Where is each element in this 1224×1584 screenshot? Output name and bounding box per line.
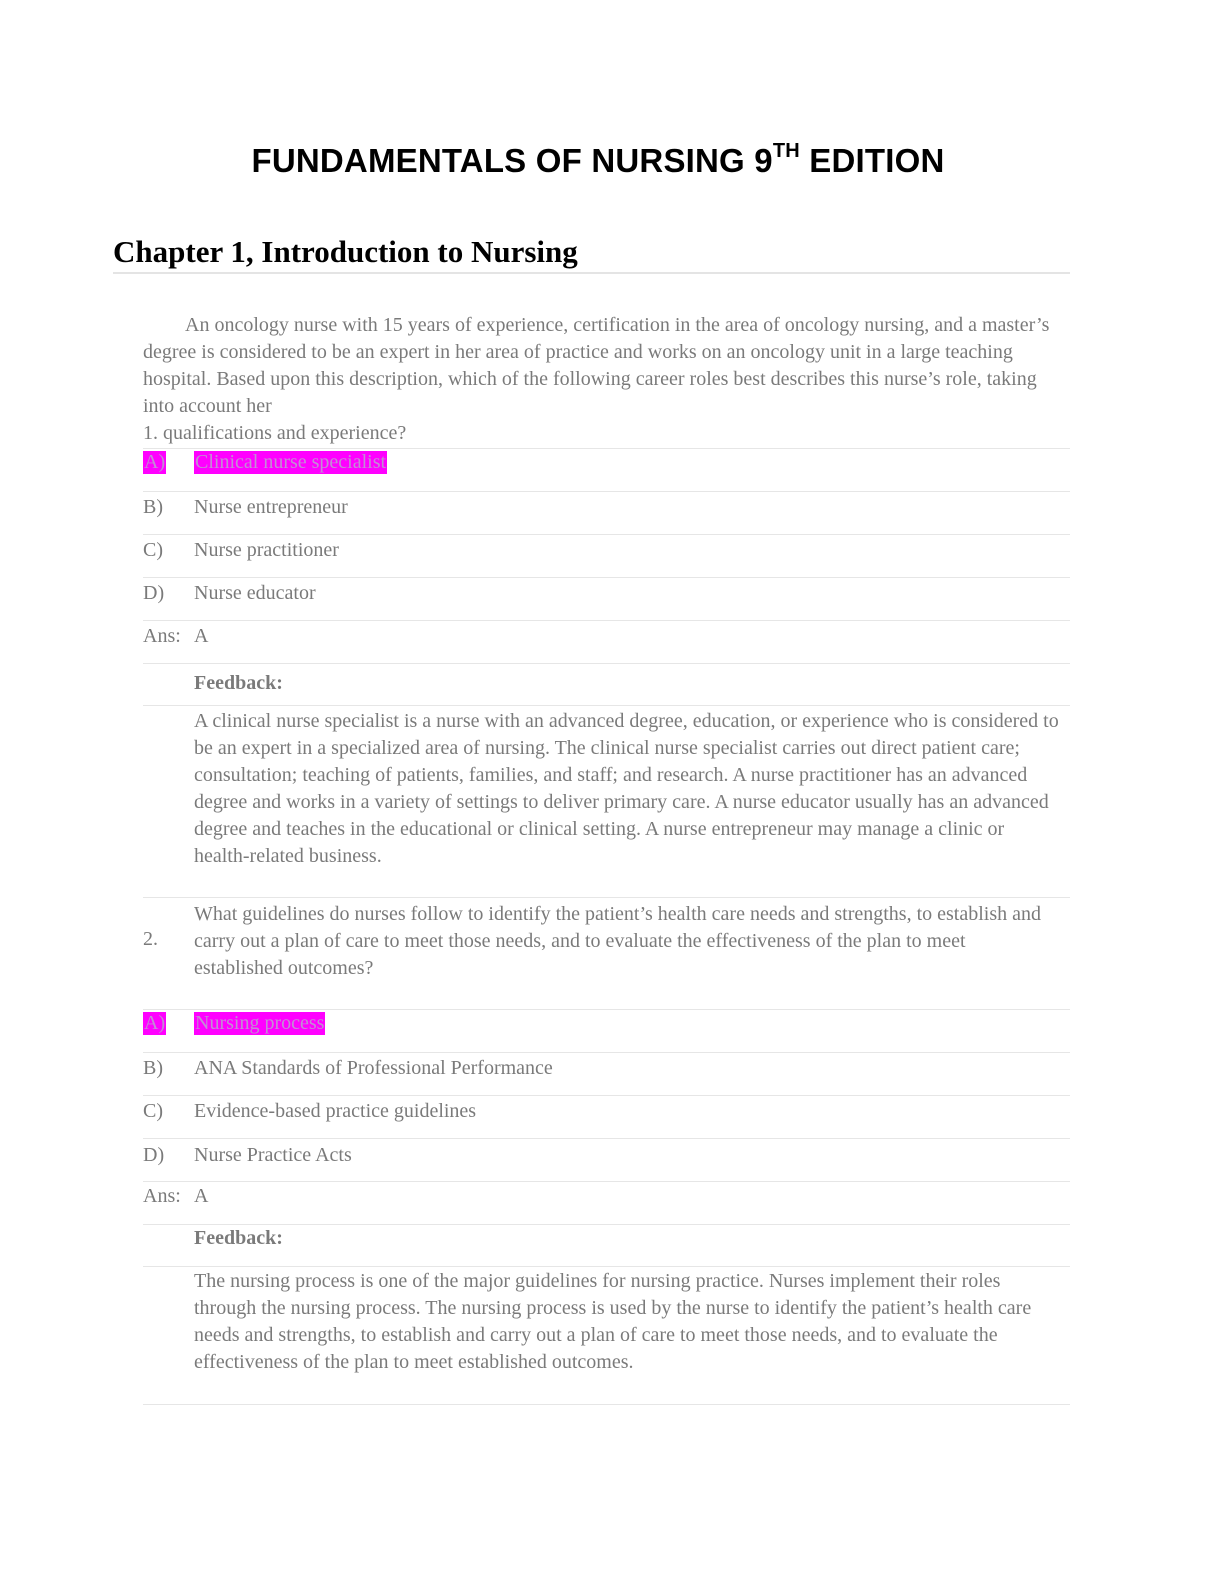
title-main: FUNDAMENTALS OF NURSING 9 bbox=[251, 142, 773, 179]
question-1-number-line: 1. qualifications and experience? bbox=[143, 422, 407, 444]
chapter-heading: Chapter 1, Introduction to Nursing bbox=[113, 234, 1070, 274]
q1-option-b[interactable] bbox=[143, 491, 1070, 534]
document-title bbox=[0, 142, 1196, 180]
option-text: Nurse educator bbox=[194, 582, 316, 604]
title-superscript: TH bbox=[772, 140, 800, 162]
q1-feedback-heading: Feedback: bbox=[194, 672, 283, 694]
option-label: A) bbox=[144, 451, 166, 473]
q2-option-c[interactable] bbox=[143, 1095, 1070, 1138]
question-2-number: 2. bbox=[143, 928, 158, 950]
option-text: Nurse entrepreneur bbox=[194, 496, 348, 518]
answer-label: Ans: bbox=[143, 1185, 181, 1207]
question-1-text: An oncology nurse with 15 years of experience, certification in the area of oncology nursing, and a master’s degree is considered to be an expert in her area of practice and works on an oncology unit in a large teaching hospital. Based upon this description, which of the following career roles best describes this nurse’s role, taking into account her bbox=[143, 314, 1050, 417]
q1-option-d[interactable] bbox=[143, 577, 1070, 620]
q2-option-d[interactable] bbox=[143, 1138, 1070, 1181]
option-text: ANA Standards of Professional Performance bbox=[194, 1057, 553, 1079]
option-label: B) bbox=[143, 1057, 163, 1079]
option-text: Nursing process bbox=[195, 1012, 325, 1034]
answer-label: Ans: bbox=[143, 625, 181, 647]
q2-option-b[interactable] bbox=[143, 1052, 1070, 1095]
q1-feedback-text: A clinical nurse specialist is a nurse with an advanced degree, education, or experience who is considered to be an expert in a specialized area of nursing. The clinical nurse specialist carries out direct patient care; consultation; teaching of patients, families, and staff; and research. A nurse practitioner has an advanced degree and works in a variety of settings to deliver primary care. A nurse educator usually has an advanced degree and teaches in the educational or clinical setting. A nurse entrepreneur may manage a clinic or health-related business. bbox=[194, 710, 1059, 867]
q2-option-a[interactable] bbox=[143, 1009, 1070, 1052]
option-label: D) bbox=[143, 1144, 165, 1166]
divider bbox=[143, 897, 1070, 898]
q1-answer bbox=[143, 620, 1070, 663]
option-label: A) bbox=[144, 1012, 166, 1034]
q1-option-c[interactable] bbox=[143, 534, 1070, 577]
option-text: Nurse practitioner bbox=[194, 539, 339, 561]
title-tail: EDITION bbox=[799, 142, 945, 179]
option-label: C) bbox=[143, 539, 163, 561]
q2-answer bbox=[143, 1181, 1070, 1224]
option-label: D) bbox=[143, 582, 165, 604]
divider bbox=[143, 1224, 1070, 1225]
option-text: Nurse Practice Acts bbox=[194, 1144, 352, 1166]
option-text: Clinical nurse specialist bbox=[195, 451, 387, 473]
divider bbox=[143, 705, 1070, 706]
answer-value: A bbox=[194, 1185, 209, 1207]
divider bbox=[143, 1266, 1070, 1267]
option-text: Evidence-based practice guidelines bbox=[194, 1100, 477, 1122]
q2-feedback-heading: Feedback: bbox=[194, 1227, 283, 1249]
divider bbox=[143, 1404, 1070, 1405]
question-2-stem: What guidelines do nurses follow to identify the patient’s health care needs and strengths, to establish and carry out a plan of care to meet those needs, and to evaluate the effectiveness of the plan to meet established outcomes? bbox=[194, 903, 1042, 979]
option-label: B) bbox=[143, 496, 163, 518]
q1-option-a[interactable] bbox=[143, 448, 1070, 491]
q2-feedback-text: The nursing process is one of the major guidelines for nursing practice. Nurses implement their roles through the nursing process. The nursing process is used by the nurse to identify the patient’s health care needs and strengths, to establish and carry out a plan of care to meet those needs, and to evaluate the effectiveness of the plan to meet established outcomes. bbox=[194, 1270, 1032, 1373]
option-label: C) bbox=[143, 1100, 163, 1122]
answer-value: A bbox=[194, 625, 209, 647]
question-1-stem bbox=[143, 312, 1063, 447]
divider bbox=[143, 663, 1070, 664]
